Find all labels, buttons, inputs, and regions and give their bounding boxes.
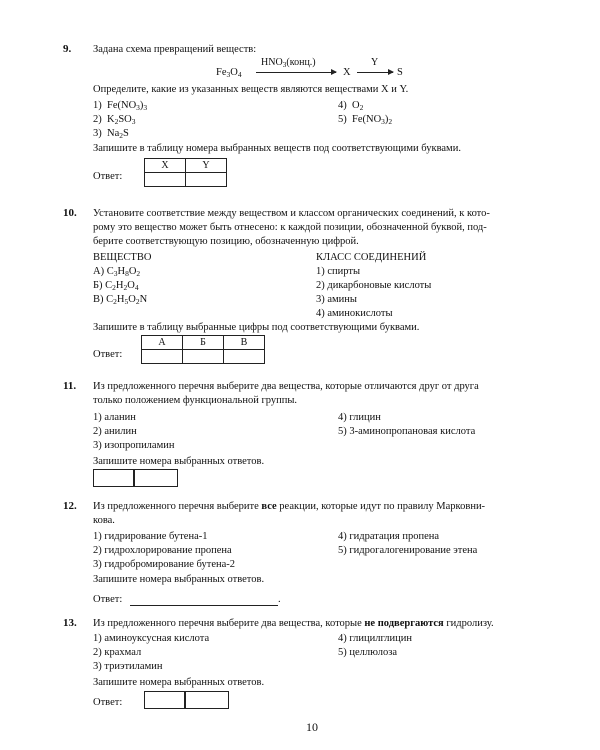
q10-substance-a: А) $C_3H_8O_2$ xyxy=(93,266,141,278)
q13-answer-label: Ответ: xyxy=(93,697,123,708)
q9-header-y: Y xyxy=(186,159,227,173)
q13-line1: Из предложенного перечня выберите два вещества, которые не подвергаются гидролизу. xyxy=(93,618,494,629)
q10-left-header: ВЕЩЕСТВО xyxy=(93,252,152,263)
q10-class-1: 1) спирты xyxy=(316,266,361,277)
q9-number: 9. xyxy=(63,43,72,55)
q10-class-4: 4) аминокислоты xyxy=(316,308,393,319)
q9-arrow2 xyxy=(357,72,393,73)
q9-header-x: X xyxy=(145,159,186,173)
q10-class-2: 2) дикарбоновые кислоты xyxy=(316,280,432,291)
q13-option-2: 2) крахмал xyxy=(93,647,142,658)
q9-option-3: 3) $Na_2S$ xyxy=(93,128,129,140)
q12-option-1: 1) гидрирование бутена-1 xyxy=(93,531,208,542)
q10-substance-c: В) $C_2H_5O_2N$ xyxy=(93,294,148,306)
q9-scheme-reagent1: $HNO_3(конц.)$ xyxy=(261,57,316,69)
q9-prompt: Задана схема превращений веществ: xyxy=(93,44,257,55)
q13-instruction: Запишите номера выбранных ответов. xyxy=(93,677,265,688)
q9-scheme-x: X xyxy=(343,67,351,78)
q12-option-3: 3) гидробромирование бутена-2 xyxy=(93,559,236,570)
q13-option-3: 3) триэтиламин xyxy=(93,661,163,672)
q12-option-5: 5) гидрогалогенирование этена xyxy=(338,545,478,556)
q11-number: 11. xyxy=(63,380,77,392)
q12-line2: кова. xyxy=(93,515,115,526)
q12-answer-period: . xyxy=(278,594,281,605)
q13-option-5: 5) целлюлоза xyxy=(338,647,398,658)
q10-instruction: Запишите в таблицу выбранные цифры под соответствующими буквами. xyxy=(93,322,420,333)
q11-option-4: 4) глицин xyxy=(338,412,381,423)
q9-instruction: Запишите в таблицу номера выбранных веществ под соответствующими буквами. xyxy=(93,143,461,154)
q9-option-1: 1) $Fe(NO_3)_3$ xyxy=(93,100,148,112)
q11-option-3: 3) изопропиламин xyxy=(93,440,175,451)
q10-answer-label: Ответ: xyxy=(93,349,123,360)
q12-option-2: 2) гидрохлорирование пропена xyxy=(93,545,232,556)
q11-line2: только положением функциональной группы. xyxy=(93,395,298,406)
q9-option-4: 4) $O_2$ xyxy=(338,100,364,112)
q9-answer-label: Ответ: xyxy=(93,171,123,182)
q9-answer-table xyxy=(144,158,227,187)
q10-answer-cell-b[interactable] xyxy=(183,350,224,364)
q13-answer-box-2[interactable] xyxy=(184,691,229,709)
q9-arrow1 xyxy=(256,72,336,73)
q9-option-2: 2) $K_2SO_3$ xyxy=(93,114,136,126)
q10-answer-table xyxy=(141,335,265,364)
q11-option-5: 5) 3-аминопропановая кислота xyxy=(338,426,476,437)
q10-number: 10. xyxy=(63,207,77,219)
q12-line1: Из предложенного перечня выберите все реакции, которые идут по правилу Марковни- xyxy=(93,501,486,512)
q9-scheme-s: S xyxy=(397,67,403,78)
q10-line3: берите соответствующую позицию, обозначенную цифрой. xyxy=(93,236,359,247)
q11-option-2: 2) анилин xyxy=(93,426,137,437)
q9-question: Определите, какие из указанных веществ являются веществами X и Y. xyxy=(93,84,409,95)
q11-answer-box-1[interactable] xyxy=(93,469,135,487)
q11-instruction: Запишите номера выбранных ответов. xyxy=(93,456,265,467)
q10-answer-cell-a[interactable] xyxy=(142,350,183,364)
q10-header-v: В xyxy=(224,336,265,350)
q11-option-1: 1) аланин xyxy=(93,412,136,423)
q9-scheme-start: $Fe_3O_4$ xyxy=(216,67,242,79)
q9-option-5: 5) $Fe(NO_3)_2$ xyxy=(338,114,393,126)
q12-answer-label: Ответ: xyxy=(93,594,123,605)
page-number: 10 xyxy=(306,720,318,734)
q12-instruction: Запишите номера выбранных ответов. xyxy=(93,574,265,585)
q11-line1: Из предложенного перечня выберите два вещества, которые отличаются друг от друга xyxy=(93,381,479,392)
q13-answer-box-1[interactable] xyxy=(144,691,186,709)
q12-answer-line[interactable] xyxy=(130,605,278,606)
q10-substance-b: Б) $C_2H_2O_4$ xyxy=(93,280,139,292)
q11-answer-box-2[interactable] xyxy=(133,469,178,487)
q13-number: 13. xyxy=(63,617,77,629)
q10-answer-cell-v[interactable] xyxy=(224,350,265,364)
q13-option-1: 1) аминоуксусная кислота xyxy=(93,633,210,644)
q9-scheme-reagent2: Y xyxy=(371,57,379,68)
q9-answer-cell-y[interactable] xyxy=(186,173,227,187)
q10-line2: рому это вещество может быть отнесено: к каждой позиции, обозначенной буквой, под- xyxy=(93,222,487,233)
q9-answer-cell-x[interactable] xyxy=(145,173,186,187)
q12-option-4: 4) гидратация пропена xyxy=(338,531,440,542)
q12-number: 12. xyxy=(63,500,77,512)
q10-right-header: КЛАСС СОЕДИНЕНИЙ xyxy=(316,252,427,263)
q10-class-3: 3) амины xyxy=(316,294,357,305)
q10-header-b: Б xyxy=(183,336,224,350)
q10-line1: Установите соответствие между веществом и классом органических соединений, к кото- xyxy=(93,208,490,219)
q13-option-4: 4) глицилглицин xyxy=(338,633,412,644)
q10-header-a: А xyxy=(142,336,183,350)
